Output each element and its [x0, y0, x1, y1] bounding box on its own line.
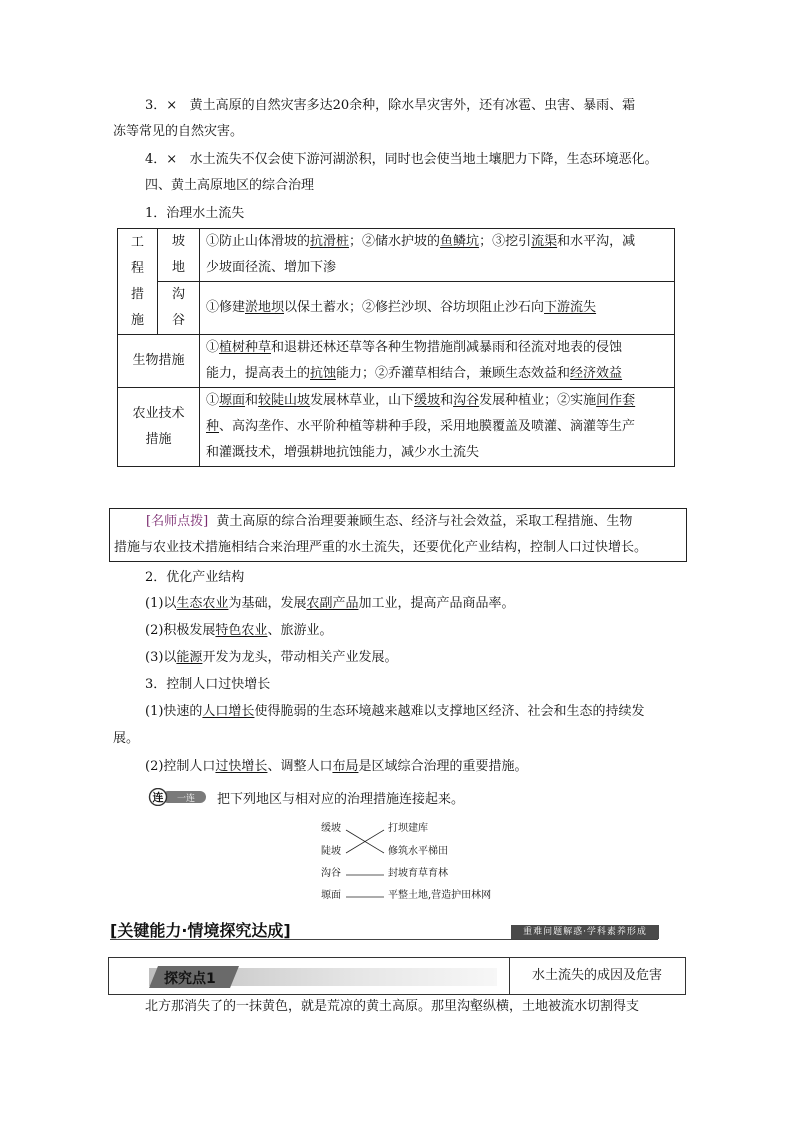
probe-topic: 水土流失的成因及危害: [531, 968, 662, 983]
key-ability-rule: [110, 939, 658, 940]
scenario-text: 北方那消失了的一抹黄色，就是荒凉的黄土高原。那里沟壑纵横，土地被流水切割得支: [145, 999, 640, 1014]
underlined-keyword: 过快增长: [215, 759, 268, 774]
underlined-keyword: 生态农业: [176, 596, 229, 611]
text-segment: 和退耕还林还草等各种生物措施削减暴雨和径流对地表的侵蚀: [271, 340, 623, 355]
answer-3-line2: 冻等常见的自然灾害。: [113, 124, 244, 139]
sub2-item-3: [145, 648, 715, 668]
sub3-item-2: [145, 757, 715, 777]
text-segment: 、高沟垄作、水平阶种植等耕种手段，采用地膜覆盖及喷灌、滴灌等生产: [219, 419, 636, 434]
underlined-keyword: 经济效益: [570, 366, 623, 381]
match-lines: [316, 820, 516, 906]
text-segment: ①: [206, 340, 220, 355]
match-left-2: 陡坡: [321, 846, 341, 857]
text-segment: (1)快速的: [145, 704, 203, 719]
section-4-title: 四、黄土高原地区的综合治理: [145, 178, 315, 193]
text-segment: 发展林草业，山下: [310, 393, 415, 408]
underlined-keyword: 较陡山坡: [258, 393, 311, 408]
text-segment: 以保土蓄水；②修拦沙坝、谷坊坝阻止沙石向: [284, 300, 545, 315]
underlined-keyword: 鱼鳞坑: [440, 234, 480, 249]
engineering-measures-label: 工 程 措 施: [118, 229, 158, 335]
text-segment: 、旅游业。: [267, 623, 333, 638]
connect-badge-text: 一连: [176, 794, 196, 804]
text-segment: ①防止山体滑坡的: [206, 234, 311, 249]
underlined-keyword: 间作套: [596, 393, 636, 408]
teacher-tip-box: [109, 508, 687, 562]
text-segment: 能力，提高表土的: [206, 366, 311, 381]
governance-measures-table: [117, 228, 675, 467]
match-left-4: 塬面: [321, 890, 341, 901]
underlined-keyword: 抗滑桩: [310, 234, 350, 249]
underlined-keyword: 流渠: [531, 234, 558, 249]
text-segment: 少坡面径流、增加下渗: [206, 260, 337, 275]
underlined-keyword: 抗蚀: [310, 366, 337, 381]
gully-label: 沟 谷: [158, 282, 200, 335]
teacher-tip-tag: [名师点拨]: [146, 514, 209, 529]
table-row-agri: [118, 388, 675, 467]
connect-instruction: 把下列地区与相对应的治理措施连接起来。: [217, 792, 465, 807]
text-segment: ①修建: [206, 300, 246, 315]
text-segment: 、调整人口: [267, 759, 333, 774]
slope-label: 坡 地: [158, 229, 200, 282]
underlined-keyword: 缓坡: [414, 393, 441, 408]
sub2-item-1: [145, 594, 715, 614]
text-segment: ；②储水护坡的: [349, 234, 441, 249]
text-segment: 发展种植业；②实施: [479, 393, 597, 408]
match-right-4: 平整土地,营造护田林网: [388, 890, 492, 901]
underlined-keyword: 种: [206, 419, 220, 434]
underlined-keyword: 特色农业: [215, 623, 268, 638]
connect-exercise-badge: [148, 788, 208, 806]
subsection-2-title: 2．优化产业结构: [145, 570, 245, 585]
table-row-gully: [118, 282, 675, 335]
underlined-keyword: 植树种草: [219, 340, 272, 355]
teacher-tip-line2: 措施与农业技术措施相结合来治理严重的水土流失，还要优化产业结构，控制人口过快增长。: [114, 540, 648, 555]
agri-measures: [200, 388, 675, 467]
underlined-keyword: 能源: [176, 650, 203, 665]
text-segment: (3)以: [145, 650, 177, 665]
connect-matching-diagram: [316, 820, 516, 906]
text-segment: (2)积极发展: [145, 623, 216, 638]
underlined-keyword: 下游流失: [544, 300, 597, 315]
match-left-1: 缓坡: [321, 823, 341, 834]
text-segment: 和: [245, 393, 259, 408]
text-segment: 加工业，提高产品商品率。: [358, 596, 515, 611]
text-segment: 和灌溉技术，增强耕地抗蚀能力，减少水土流失: [206, 445, 480, 460]
sub3-item-1-line1: [145, 702, 715, 722]
underlined-keyword: 沟谷: [453, 393, 480, 408]
match-right-2: 修筑水平梯田: [388, 846, 448, 857]
subsection-1-title: 1．治理水土流失: [145, 206, 245, 221]
underlined-keyword: 农副产品: [306, 596, 359, 611]
teacher-tip-line1: 黄土高原的综合治理要兼顾生态、经济与社会效益，采取工程措施、生物: [216, 514, 633, 529]
underlined-keyword: 人口增长: [202, 704, 255, 719]
text-segment: 开发为龙头，带动相关产业发展。: [202, 650, 398, 665]
text-segment: (2)控制人口: [145, 759, 216, 774]
key-ability-badge: 重难问题解惑·学科素养形成: [511, 925, 659, 939]
text-segment: 是区域综合治理的重要措施。: [358, 759, 528, 774]
text-segment: 能力；②乔灌草相结合，兼顾生态效益和: [336, 366, 571, 381]
agri-measures-label: 农业技术 措施: [118, 388, 200, 467]
slope-measures: [200, 229, 675, 282]
probe-point-box: [108, 957, 686, 995]
text-segment: (1)以: [145, 596, 177, 611]
connect-badge-char: 连: [152, 791, 164, 804]
sub3-item-1-line2: [113, 729, 683, 749]
answer-3-line1: 3．× 黄土高原的自然灾害多达20余种，除水旱灾害外，还有冰雹、虫害、暴雨、霜: [145, 98, 636, 113]
match-right-1: 打坝建库: [388, 823, 428, 834]
gully-measures: [200, 282, 675, 335]
text-segment: 和水平沟，减: [557, 234, 636, 249]
underlined-keyword: 淤地坝: [245, 300, 285, 315]
probe-point-label: 探究点1: [164, 971, 216, 987]
bio-measures-label: 生物措施: [118, 335, 200, 388]
underlined-keyword: 塬面: [219, 393, 246, 408]
match-right-3: 封坡育草育林: [388, 868, 448, 879]
text-segment: 展。: [113, 731, 140, 746]
text-segment: 和: [440, 393, 454, 408]
sub2-item-2: [145, 621, 715, 641]
text-segment: 使得脆弱的生态环境越来越难以支撑地区经济、社会和生态的持续发: [254, 704, 645, 719]
text-segment: 为基础，发展: [228, 596, 307, 611]
subsection-3-title: 3．控制人口过快增长: [145, 677, 271, 692]
text-segment: ①: [206, 393, 220, 408]
key-ability-heading: [关键能力·情境探究达成]: [110, 921, 291, 940]
answer-4: 4．× 水土流失不仅会使下游河湖淤积，同时也会使当地土壤肥力下降，生态环境恶化。: [145, 152, 658, 167]
underlined-keyword: 布局: [332, 759, 359, 774]
table-row-bio: [118, 335, 675, 388]
table-row-slope: [118, 229, 675, 282]
match-left-3: 沟谷: [321, 868, 341, 879]
text-segment: ；③挖引: [479, 234, 532, 249]
bio-measures: [200, 335, 675, 388]
